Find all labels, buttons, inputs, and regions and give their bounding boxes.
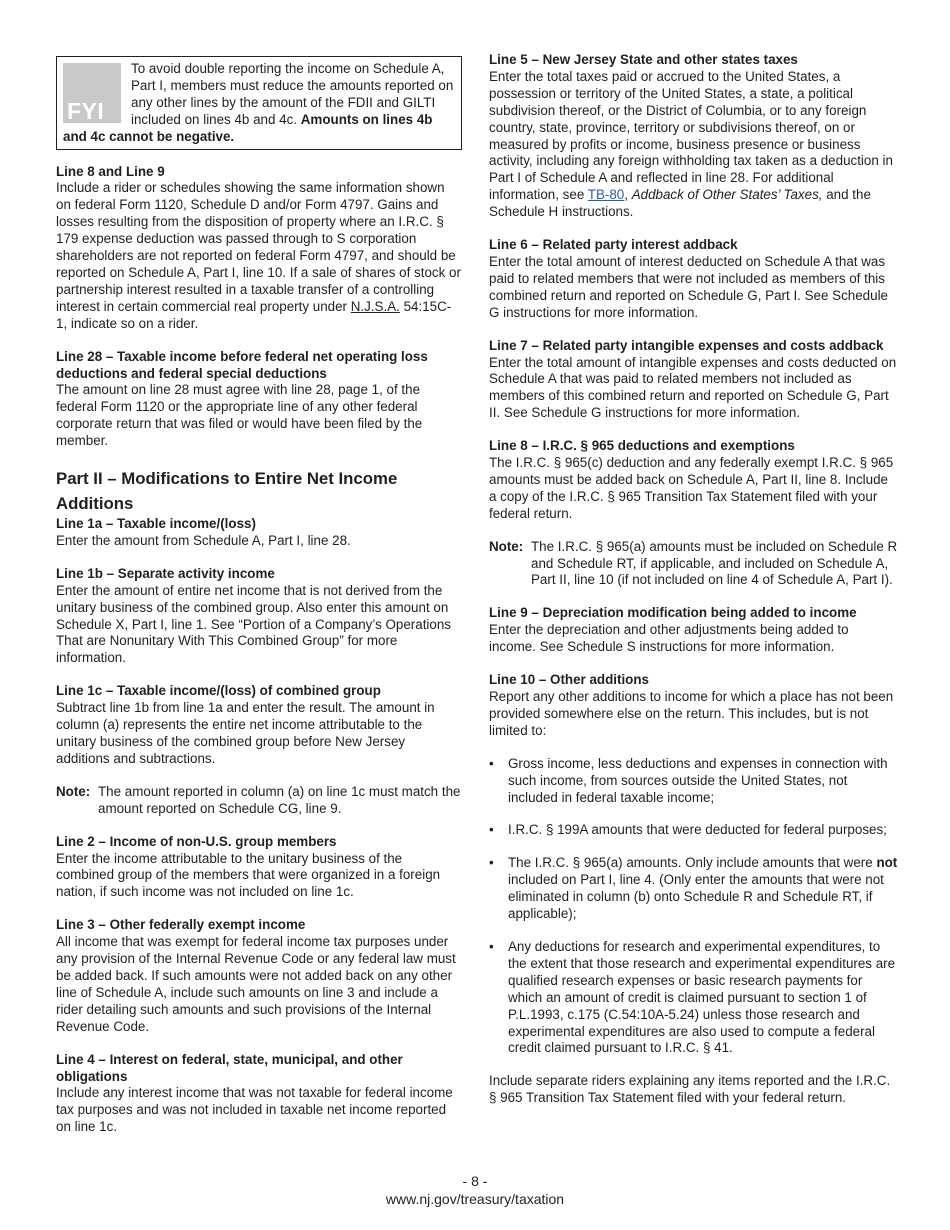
fyi-box xyxy=(56,56,462,150)
left-column xyxy=(56,52,462,1152)
text-line-5: Enter the total taxes paid or accrued to the United States, a possession or territory of the United States, a state, a political subdivision thereof, or the District of Columbia, or to any foreign country, state, province, territory or subdivisions thereof, on or measured by profits or income, business presence or business activity, including any foreign withholding tax taken as a deduction in Part I of Schedule A and reflected in line 28. For additional information, see TB-80, Addback of Other States’ Taxes, and the Schedule H instructions. xyxy=(489,68,893,220)
bullet-icon: • xyxy=(489,755,494,771)
footer-url[interactable]: www.nj.gov/treasury/taxation xyxy=(385,1191,565,1207)
heading-line-3: Line 3 – Other federally exempt income xyxy=(56,917,306,933)
heading-line-9: Line 9 – Depreciation modification being added to income xyxy=(489,605,857,621)
list-item: • I.R.C. § 199A amounts that were deducted for federal purposes; xyxy=(489,822,887,838)
section-line-10 xyxy=(489,672,899,740)
section-line-9 xyxy=(489,605,899,656)
text-line-1a: Enter the amount from Schedule A, Part I, line 28. xyxy=(56,532,351,548)
page-number: - 8 - xyxy=(462,1173,488,1189)
other-additions-list xyxy=(489,756,899,1058)
text-line-9: Enter the depreciation and other adjustments being added to income. See Schedule S instructions for more information. xyxy=(489,622,849,655)
closing-text: Include separate riders explaining any items reported and the I.R.C. § 965 Transition Tax Statement filed with your federal return. xyxy=(489,1073,891,1106)
section-line-4 xyxy=(56,1052,462,1137)
text-line-7: Enter the total amount of intangible expenses and costs deducted on Schedule A that was paid to related members not included as members of this combined return and reported on Schedule G, Part II. See Schedule G instructions for more information. xyxy=(489,354,897,421)
heading-line-1a: Line 1a – Taxable income/(loss) xyxy=(56,516,256,532)
text-line-10: Report any other additions to income for which a place has not been provided somewhere else on the return. This includes, but is not limited to: xyxy=(489,689,894,738)
section-line-8-9 xyxy=(56,164,462,333)
heading-line-5: Line 5 – New Jersey State and other states taxes xyxy=(489,52,798,67)
note-text: The amount reported in column (a) on line 1c must match the amount reported on Schedule CG, line 9. xyxy=(98,783,461,816)
section-line-1a xyxy=(56,516,462,550)
note-line-1c xyxy=(56,784,462,818)
text-line-8-9: Include a rider or schedules showing the same information shown on federal Form 1120, Schedule D and/or Form 4797. Gains and losses resulting from the disposition of property where an I.R.C. § 179 expense deduction was passed through to S corporation shareholders are not reported on federal Form 4797, and should be reported on Schedule A, Part I, line 10. If a sale of shares of stock or partnership interest resulted in a taxable transfer of a controlling interest in certain commercial real property under N.J.S.A. 54:15C-1, indicate so on a rider. xyxy=(56,180,461,331)
fyi-bold-text: Amounts on lines 4b and 4c cannot be negative. xyxy=(63,111,433,144)
text-line-2: Enter the income attributable to the unitary business of the combined group of the members that were organized in a foreign nation, if such income was not included on line 1c. xyxy=(56,850,441,900)
heading-line-1c: Line 1c – Taxable income/(loss) of combined group xyxy=(56,683,381,699)
part-ii-title: Part II – Modifications to Entire Net Income xyxy=(56,469,398,489)
heading-line-6: Line 6 – Related party interest addback xyxy=(489,237,738,253)
note-label: Note: xyxy=(489,538,524,554)
tb-80-title: Addback of Other States’ Taxes, xyxy=(631,187,823,203)
text-line-3: All income that was exempt for federal income tax purposes under any provision of the Internal Revenue Code or any federal law must be added back. If such amounts were not added back on any other line of Schedule A, include such amounts on line 3 and include a rider detailing such amounts and such provisions of the Internal Revenue Code. xyxy=(56,934,456,1034)
heading-line-8-9: Line 8 and Line 9 xyxy=(56,163,165,179)
section-line-1c xyxy=(56,683,462,768)
right-column xyxy=(489,52,899,1107)
note-line-8 xyxy=(489,539,899,590)
bullet-icon: • xyxy=(489,855,494,871)
text-line-4: Include any interest income that was not taxable for federal income tax purposes and was not included in taxable net income reported on line 1c. xyxy=(56,1085,453,1135)
text-line-8: The I.R.C. § 965(c) deduction and any federally exempt I.R.C. § 965 amounts must be added back on Schedule A, Part II, line 8. Include a copy of the I.R.C. § 965 Transition Tax Statement filed with your federal return. xyxy=(489,455,894,521)
bullet-icon: • xyxy=(489,822,494,838)
list-item: • The I.R.C. § 965(a) amounts. Only include amounts that were not included on Part I, line 4. (Only enter the amounts that were not eliminated in column (b) onto Schedule R and Schedule RT, if applicable); xyxy=(489,855,898,922)
section-line-6 xyxy=(489,237,899,322)
section-line-7 xyxy=(489,338,899,423)
text-line-1c: Subtract line 1b from line 1a and enter the result. The amount in column (a) represents the entire net income attributable to the unitary business of the combined group before New Jersey additions and subtractions. xyxy=(56,700,435,766)
heading-line-4: Line 4 – Interest on federal, state, municipal, and other obligations xyxy=(56,1051,403,1084)
section-line-8 xyxy=(489,438,899,523)
heading-line-7: Line 7 – Related party intangible expenses and costs addback xyxy=(489,337,884,353)
fyi-text: To avoid double reporting the income on Schedule A, Part I, members must reduce the amounts reported on any other lines by the amount of the FDII and GILTI included on lines 4b and 4c. Amounts on lines 4b and 4c cannot be negative. xyxy=(63,61,454,144)
section-line-28 xyxy=(56,349,462,450)
list-item: • Gross income, less deductions and expenses in connection with such income, from sources outside the United States, not included in federal taxable income; xyxy=(489,755,888,805)
text-line-1b: Enter the amount of entire net income that is not derived from the unitary business of the combined group. Also enter this amount on Schedule X, Part I, line 1. See “Portion of a Company’s Operations That are Nonunitary With This Combined Group” for more information. xyxy=(56,582,451,666)
note-text: The I.R.C. § 965(a) amounts must be included on Schedule R and Schedule RT, if applicable, and included on Schedule A, Part II, line 10 (if not included on line 4 of Schedule A, Part I). xyxy=(531,538,898,588)
heading-line-28: Line 28 – Taxable income before federal net operating loss deductions and federal special deductions xyxy=(56,348,428,381)
bullet-icon: • xyxy=(489,938,494,954)
fyi-badge-label: FYI xyxy=(67,98,105,125)
section-line-1b xyxy=(56,566,462,667)
heading-line-2: Line 2 – Income of non-U.S. group members xyxy=(56,833,337,849)
note-label: Note: xyxy=(56,783,91,799)
section-line-2 xyxy=(56,834,462,902)
njsa-reference: N.J.S.A. xyxy=(350,298,400,314)
heading-line-1b: Line 1b – Separate activity income xyxy=(56,565,275,581)
heading-line-10: Line 10 – Other additions xyxy=(489,672,649,688)
list-item: • Any deductions for research and experimental expenditures, to the extent that those research and experimental expenditures are qualified research expenses or basic research payments for which an amount of credit is claimed pursuant to section 1 of P.L.1993, c.175 (C.54:10A-5.24) unless those research and experimental expenditures are also used to compute a federal credit claimed pursuant to I.R.C. § 41. xyxy=(489,938,896,1056)
fyi-badge xyxy=(63,63,121,123)
additions-title: Additions xyxy=(56,494,134,514)
section-line-5 xyxy=(489,52,899,221)
text-line-6: Enter the total amount of interest deducted on Schedule A that was paid to related members that were not included as members of this combined return and reported on Schedule G, Part I. See Schedule G instructions for more information. xyxy=(489,253,888,320)
heading-line-8: Line 8 – I.R.C. § 965 deductions and exemptions xyxy=(489,438,795,454)
text-line-28: The amount on line 28 must agree with line 28, page 1, of the federal Form 1120 or the appropriate line of any other federal corporate return that was filed or would have been filed by the member. xyxy=(56,382,423,449)
section-line-3 xyxy=(56,917,462,1035)
tb-80-link[interactable]: TB-80 xyxy=(587,187,625,203)
